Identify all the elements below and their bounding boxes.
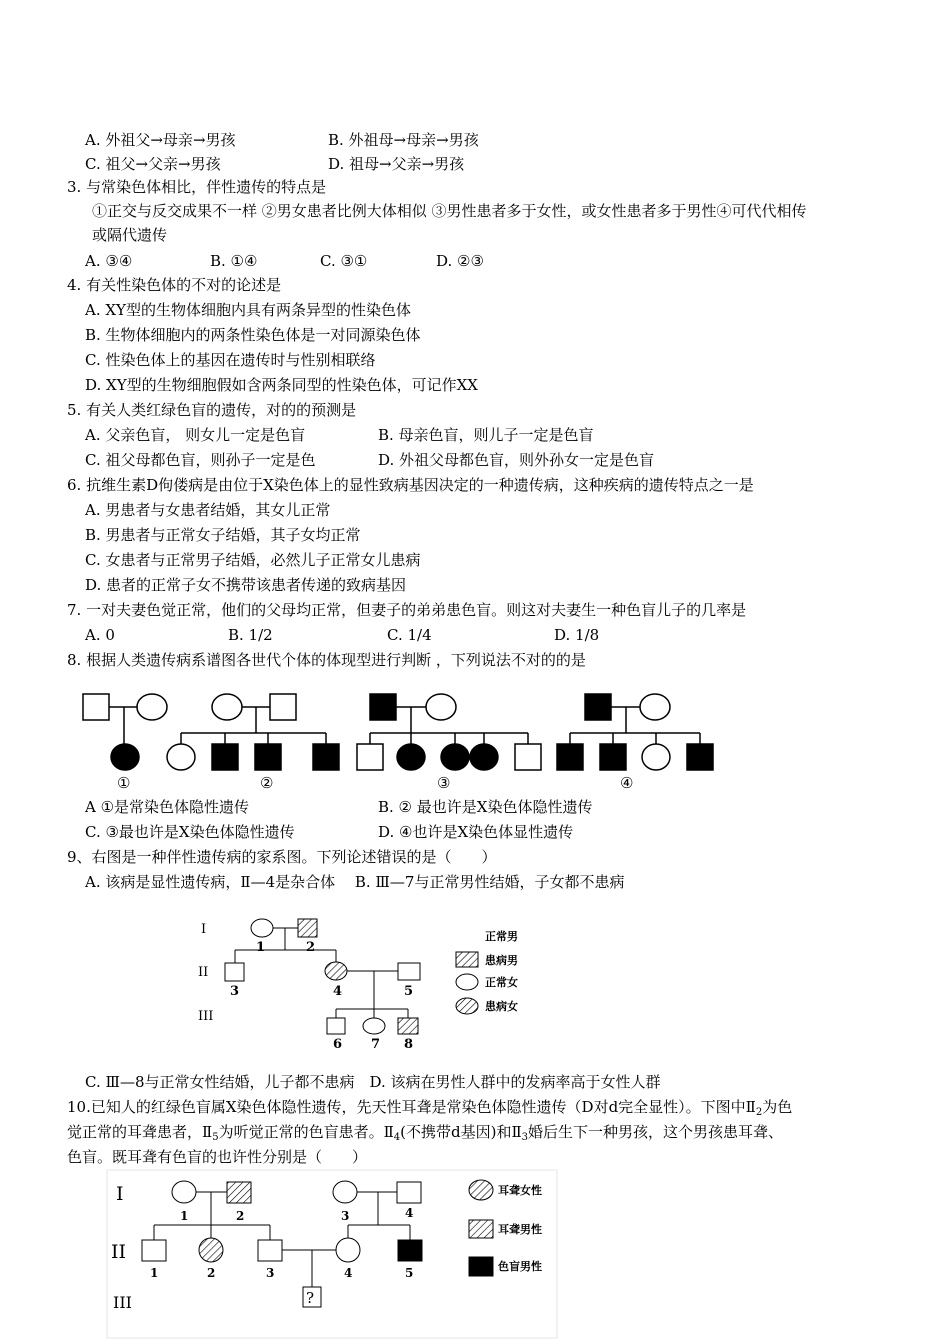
q6-option-c: C. 女患者与正常男子结婚，必然儿子正常女儿患病 [85,551,421,569]
q10-stem-2d: 婚后生下一种男孩，这个男孩患耳聋、 [528,1123,784,1141]
q3-items-line1: ①正交与反交成果不一样 ②男女患者比例大体相似 ③男性患者多于女性，或女性患者多于男性④可代代相传 [92,202,807,220]
pedigree3-affected-daughter [397,744,425,770]
q9-III6-normal-male [327,1018,345,1034]
q9-gen-I: I [201,922,207,937]
q10-legend-deaf-male-symbol [469,1220,493,1238]
q9-id-5: 5 [404,984,414,999]
pedigree1-label: ① [117,774,131,792]
pedigree4-label: ④ [620,774,634,792]
q10-stem-2a: 觉正常的耳聋患者，Ⅱ [67,1123,213,1141]
pedigree1-affected-daughter [111,744,139,770]
q9-legend-affected-female-symbol [456,998,478,1014]
q9-II4-affected-female [325,962,347,980]
q5-stem: 5. 有关人类红绿色盲的遗传，对的的预测是 [67,401,357,419]
q10-stem-2c: (不携带d基因)和Ⅱ [400,1123,522,1141]
q8-option-b: B. ② 最也许是X染色体隐性遗传 [378,798,593,816]
q9-id-8: 8 [404,1037,414,1052]
q5-option-c: C. 祖父母都色盲，则孙子一定是色 [85,451,316,469]
q3-stem: 3. 与常染色体相比，伴性遗传的特点是 [67,178,327,196]
q10-stem-line1 [67,1097,792,1123]
q10-I-id-2: 2 [236,1209,245,1223]
q4-stem: 4. 有关性染色体的不对的论述是 [67,276,282,294]
q4-option-a: A. XY型的生物体细胞内具有两条异型的性染色体 [85,301,411,319]
pedigree2-affected-son [212,744,238,770]
q3-option-a: A. ③④ [85,252,133,270]
q9-III7-normal-female [363,1018,385,1034]
q10-I4-male [397,1182,421,1203]
q9-id-3: 3 [230,984,240,999]
q7-option-c: C. 1/4 [387,626,432,644]
pedigree3-affected-father [370,694,396,720]
pedigree3-affected-daughter [441,744,469,770]
pedigree2-normal-daughter [167,744,195,770]
pedigree3-normal-son [357,744,383,770]
q10-I3-female [333,1181,357,1203]
q3-items-line2: 或隔代遗传 [92,226,168,244]
q10-legend-deaf-female-symbol [469,1180,493,1200]
q8-option-a: A ①是常染色体隐性遗传 [85,798,250,816]
pedigree4-affected-father [585,694,611,720]
q6-stem: 6. 抗维生素D佝偻病是由位于X染色体上的显性致病基因决定的一种遗传病，这种疾病的遗传特点之一是 [67,476,754,494]
q2-option-d: D. 祖母→父亲→男孩 [328,155,465,173]
pedigree4-affected-son [557,744,583,770]
q9-id-4: 4 [333,984,343,999]
q10-sub-4: 4 [393,1132,401,1143]
q10-II3-male [258,1240,282,1261]
q10-sub-3: 3 [521,1132,529,1143]
q10-II-id-5: 5 [405,1266,414,1280]
q5-option-b: B. 母亲色盲，则儿子一定是色盲 [378,426,594,444]
q9-I2-affected-male [298,919,317,937]
pedigree2-father [270,694,296,720]
q6-option-d: D. 患者的正常子女不携带该患者传递的致病基因 [85,576,407,594]
q9-gen-II: II [198,965,209,980]
q10-II-id-4: 4 [344,1266,353,1280]
q7-stem: 7. 一对夫妻色觉正常，他们的父母均正常，但妻子的弟弟患色盲。则这对夫妻生一种色盲儿子的几率是 [67,601,747,619]
q10-II-id-2: 2 [207,1266,216,1280]
q4-option-d: D. XY型的生物细胞假如含两条同型的性染色体，可记作XX [85,376,478,394]
q9-options-cd: C. Ⅲ—8与正常女性结婚，儿子都不患病 D. 该病在男性人群中的发病率高于女性人群 [85,1073,661,1091]
q9-legend-normal-male: 正常男 [485,930,518,943]
q9-III8-affected-male [398,1018,418,1034]
pedigree2-affected-son [255,744,281,770]
q8-pedigree-figure [0,680,950,795]
q8-option-c: C. ③最也许是X染色体隐性遗传 [85,823,295,841]
q9-legend-affected-male: 患病男 [485,954,518,967]
pedigree4-affected-son [687,744,713,770]
q6-option-a: A. 男患者与女患者结婚，其女儿正常 [85,501,331,519]
q2-option-a: A. 外祖父→母亲→男孩 [85,131,236,149]
q3-option-c: C. ③① [320,252,368,270]
pedigree2-affected-son [313,744,339,770]
q5-option-a: A. 父亲色盲， 则女儿一定是色盲 [85,426,306,444]
q2-option-b: B. 外祖母→母亲→男孩 [328,131,479,149]
pedigree2-label: ② [260,774,274,792]
q9-gen-III: III [198,1009,214,1024]
pedigree1-father [83,694,109,720]
pedigree2-mother [212,694,242,720]
q7-option-d: D. 1/8 [554,626,600,644]
pedigree3-mother [426,694,456,720]
q10-I-id-3: 3 [341,1209,350,1223]
q10-I1-female [172,1181,196,1203]
q7-option-a: A. 0 [85,626,115,644]
q9-legend-affected-female: 患病女 [485,1000,518,1013]
q9-stem: 9、右图是一种伴性遗传病的家系图。下列论述错误的是（ ） [67,848,497,866]
q9-legend-normal-female-symbol [456,974,478,990]
q9-legend-normal-female: 正常女 [485,976,518,989]
q2-option-c: C. 祖父→父亲→男孩 [85,155,221,173]
q10-gen-II: II [111,1241,127,1263]
pedigree4-affected-son [600,744,626,770]
q9-I1-normal-female [251,919,273,937]
q3-option-b: B. ①④ [210,252,258,270]
q10-II2-deaf-female [199,1238,223,1262]
q9-id-6: 6 [333,1037,343,1052]
q8-stem: 8. 根据人类遗传病系谱图各世代个体的体现型进行判断 ，下列说法不对的的是 [67,651,586,669]
q9-id-1: 1 [256,940,266,955]
q7-option-b: B. 1/2 [228,626,273,644]
q10-gen-III: III [113,1293,132,1312]
q10-unknown-mark: ? [306,1289,315,1307]
q9-options-ab: A. 该病是显性遗传病，Ⅱ—4是杂合体 B. Ⅲ—7与正常男性结婚，子女都不患病 [85,873,625,891]
q8-option-d: D. ④也许是X染色体显性遗传 [378,823,574,841]
q9-id-7: 7 [371,1037,381,1052]
q9-II5-normal-male [398,963,420,980]
q10-stem-2b: 为听觉正常的色盲患者。Ⅱ [218,1123,394,1141]
pedigree4-normal-daughter [642,744,670,770]
pedigree3-affected-daughter [470,744,498,770]
q9-legend-affected-male-symbol [456,952,478,967]
pedigree3-label: ③ [437,774,451,792]
pedigree1-mother [137,694,167,720]
pedigree3-normal-son [515,744,541,770]
q4-option-c: C. 性染色体上的基因在遗传时与性别相联络 [85,351,376,369]
q10-stem-1b: 为色 [762,1098,793,1116]
q10-legend-deaf-female: 耳聋女性 [498,1184,542,1197]
q9-id-2: 2 [306,940,316,955]
q10-II4-female [336,1238,360,1262]
q10-sub-5: 5 [212,1132,219,1143]
q9-pedigree-figure [0,905,950,1055]
q10-stem-1: 10.已知人的红绿色盲属X染色体隐性遗传，先天性耳聋是常染色体隐性遗传（D对d完全显性）。下图中Ⅱ [67,1098,756,1116]
q10-legend-colorblind-male: 色盲男性 [498,1260,542,1273]
q9-II3-normal-male [225,963,244,981]
q10-pedigree-figure [0,1170,950,1340]
q10-I2-deaf-male [227,1182,251,1203]
q10-legend-deaf-male: 耳聋男性 [498,1223,542,1236]
q10-stem-line2 [67,1122,783,1148]
q10-legend-colorblind-male-symbol [469,1257,493,1276]
q10-I-id-4: 4 [405,1206,414,1220]
q10-sub-2: 2 [755,1107,763,1118]
q10-II-id-1: 1 [150,1266,159,1280]
q4-option-b: B. 生物体细胞内的两条性染色体是一对同源染色体 [85,326,421,344]
q10-II5-colorblind-male [398,1240,422,1261]
q10-stem-line3: 色盲。既耳聋有色盲的也许性分别是（ ） [67,1148,368,1166]
q3-option-d: D. ②③ [436,252,484,270]
q6-option-b: B. 男患者与正常女子结婚，其子女均正常 [85,526,361,544]
q5-option-d: D. 外祖父母都色盲，则外孙女一定是色盲 [378,451,655,469]
pedigree4-mother [640,694,670,720]
q10-II-id-3: 3 [266,1266,275,1280]
q10-I-id-1: 1 [180,1209,189,1223]
q10-gen-I: I [116,1183,124,1205]
q10-II1-male [142,1240,166,1261]
